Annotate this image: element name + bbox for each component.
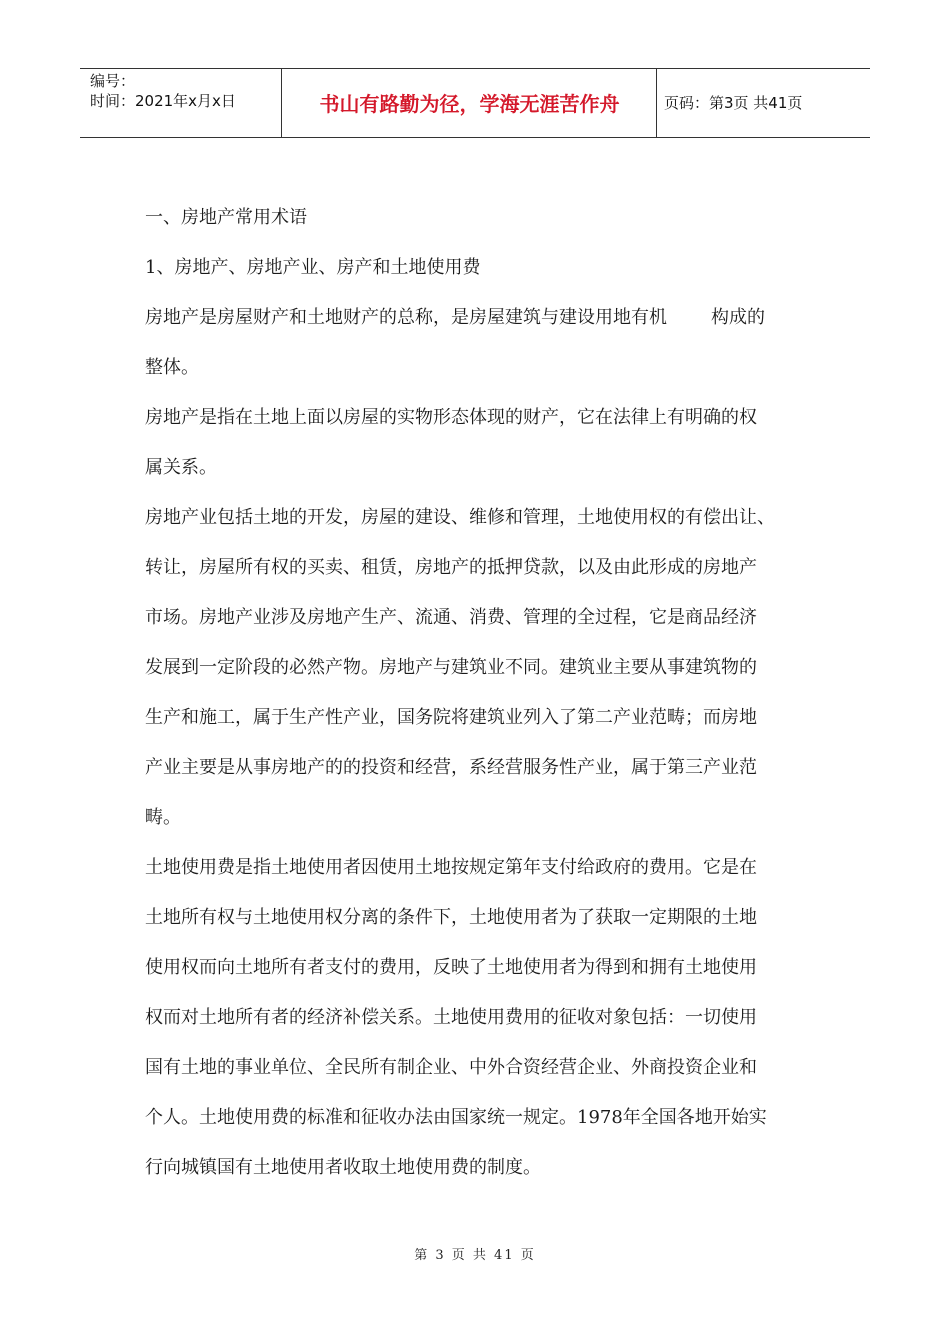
paragraph-text: 房地产是指在土地上面以房屋的实物形态体现的财产，它在法律上有明确的权 — [145, 407, 757, 428]
document-body — [145, 193, 815, 1193]
section-title: 一、房地产常用术语 — [145, 207, 307, 228]
paragraph-text: 构成的 — [711, 307, 765, 328]
header-meta — [90, 71, 236, 111]
paragraph-text: 土地所有权与土地使用权分离的条件下，土地使用者为了获取一定期限的土地 — [145, 907, 757, 928]
header-divider — [281, 69, 282, 137]
paragraph-text: 整体。 — [145, 357, 199, 378]
paragraph-text: 行向城镇国有土地使用者收取土地使用费的制度。 — [145, 1157, 541, 1178]
paragraph-text: 生产和施工，属于生产性产业，国务院将建筑业列入了第二产业范畴；而房地 — [145, 707, 757, 728]
paragraph-1 — [145, 293, 815, 393]
number-label: 编号： — [90, 72, 136, 90]
time-label: 时间：2021年x月x日 — [90, 92, 236, 110]
paragraph-text: 房地产业包括土地的开发，房屋的建设、维修和管理，土地使用权的有偿出让、 — [145, 507, 775, 528]
paragraph-text: 国有土地的事业单位、全民所有制企业、中外合资经营企业、外商投资企业和 — [145, 1057, 757, 1078]
paragraph-text: 转让，房屋所有权的买卖、租赁，房地产的抵押贷款，以及由此形成的房地产 — [145, 557, 757, 578]
paragraph-text: 房地产是房屋财产和土地财产的总称，是房屋建筑与建设用地有机 — [145, 307, 667, 328]
paragraph-text: 产业主要是从事房地产的的投资和经营，系经营服务性产业，属于第三产业范 — [145, 757, 757, 778]
paragraph-text: 发展到一定阶段的必然产物。房地产与建筑业不同。建筑业主要从事建筑物的 — [145, 657, 757, 678]
document-header — [80, 68, 870, 138]
paragraph-text: 属关系。 — [145, 457, 217, 478]
paragraph-text: 土地使用费是指土地使用者因使用土地按规定第年支付给政府的费用。它是在 — [145, 857, 757, 878]
header-divider — [656, 69, 657, 137]
paragraph-text: 使用权而向土地所有者支付的费用，反映了土地使用者为得到和拥有土地使用 — [145, 957, 757, 978]
header-page-info: 页码：第3页 共41页 — [664, 94, 803, 112]
header-motto: 书山有路勤为径，学海无涯苦作舟 — [319, 92, 620, 116]
paragraph-2 — [145, 393, 815, 493]
paragraph-text: 权而对土地所有者的经济补偿关系。土地使用费用的征收对象包括：一切使用 — [145, 1007, 757, 1028]
paragraph-text: 畴。 — [145, 807, 181, 828]
paragraph-3 — [145, 493, 815, 843]
page-footer: 第 3 页 共 41 页 — [414, 1248, 536, 1263]
subsection-title: 1、房地产、房地产业、房产和土地使用费 — [145, 257, 481, 278]
paragraph-4 — [145, 843, 815, 1193]
paragraph-text: 个人。土地使用费的标准和征收办法由国家统一规定。1978年全国各地开始实 — [145, 1107, 767, 1128]
paragraph-text: 市场。房地产业涉及房地产生产、流通、消费、管理的全过程，它是商品经济 — [145, 607, 757, 628]
